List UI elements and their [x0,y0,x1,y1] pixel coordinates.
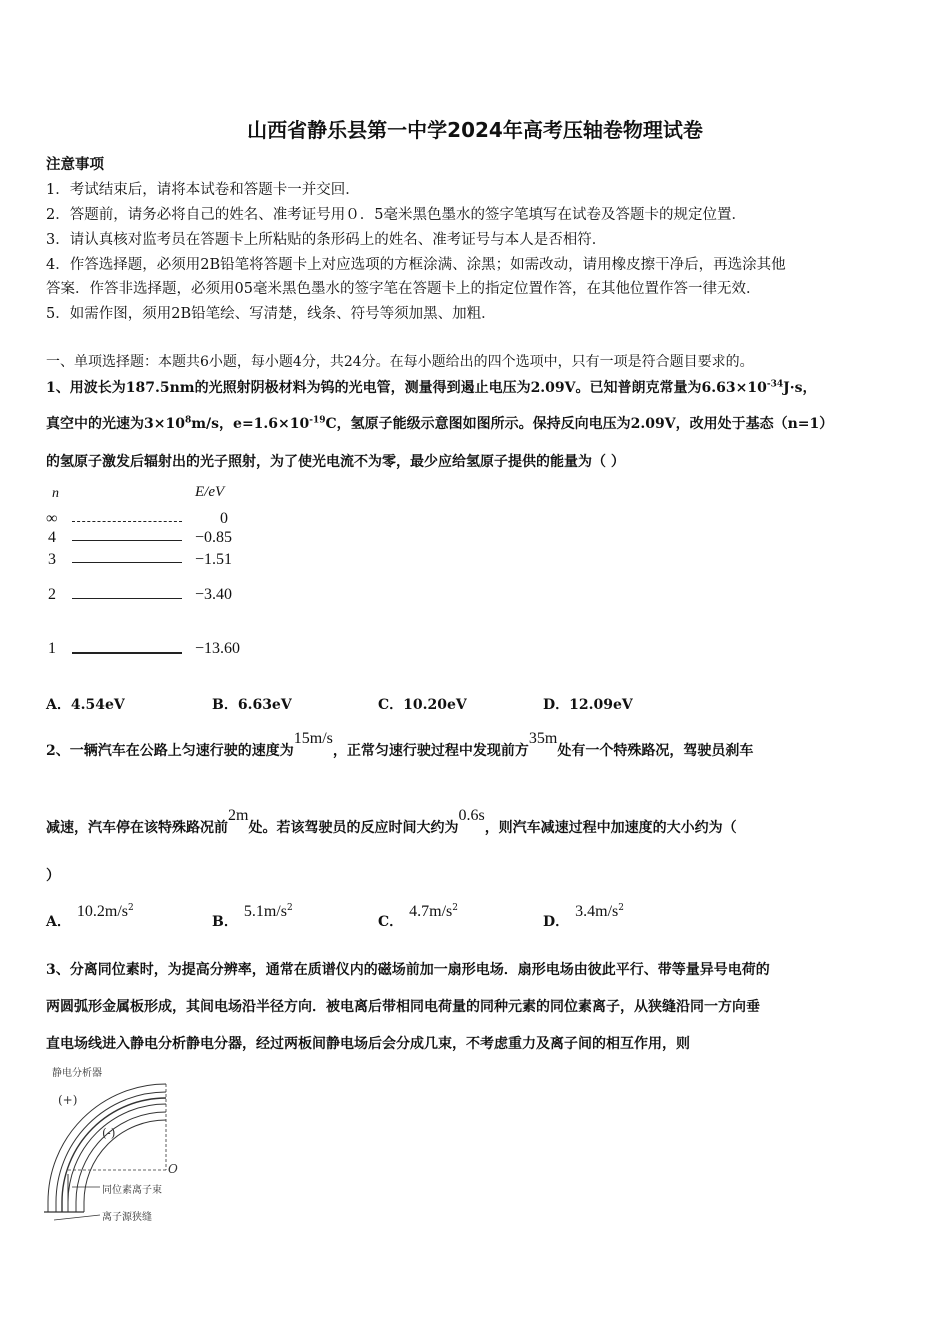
q3-line3: 直电场线进入静电分析静电分器，经过两板间静电场后会分成几束，不考虑重力及离子间的相互作用，则 [46,1036,690,1052]
electrostatic-analyzer-figure [44,1062,194,1232]
q1-line3: 的氢原子激发后辐射出的光子照射，为了使光电流不为零，最少应给氢原子提供的能量为（ ） [46,454,625,470]
energy-level-diagram [40,482,270,667]
energy-axis-label: E/eV [195,484,225,500]
ion-source-slit-label: 离子源狭缝 [102,1212,152,1223]
level-line-3 [72,562,182,563]
q1-option-b: B．6.63eV [212,697,292,713]
analyzer-label: 静电分析器 [52,1068,102,1079]
level-n: 2 [48,586,56,603]
level-n: 1 [48,640,56,657]
q1-line2: 真空中的光速为$3\times 10^8m/s$，$e=1.6\times 10^{-19}C$，氢原子能级示意图如图所示。保持反向电压为2.09V，改用处于基态（n=1） [46,415,834,432]
notice-item: 2．答题前，请务必将自己的姓名、准考证号用０．5毫米黑色墨水的签字笔填写在试卷及答题卡的规定位置． [46,207,746,223]
q2-line1: 2、一辆汽车在公路上匀速行驶的速度为15m/s，正常匀速行驶过程中发现前方35m处有一个特殊路况，驾驶员刹车 [46,730,754,759]
q2-line2: 减速，汽车停在该特殊路况前2m处。若该驾驶员的反应时间大约为0.6s，则汽车减速过程中加速度的大小约为（ [46,807,737,836]
level-line-infinity [72,521,182,522]
q1-option-a: A．4.54eV [46,697,125,713]
level-energy: −13.60 [195,640,241,657]
level-line-4 [72,540,182,541]
level-energy: −0.85 [195,529,233,546]
level-energy: −1.51 [195,551,233,568]
q1-line1: 1、用波长为187.5nm的光照射阴极材料为钨的光电管，测量得到遏止电压为2.09V。已知普朗克常量为$6.63\times 10^{-34}J\cdot s$， [46,379,817,396]
q2-option-c: C．$4.7m/s^2$ [378,903,459,930]
origin-label: O [168,1162,178,1176]
isotope-beam-label: 同位素离子束 [102,1185,162,1196]
q2-line3: ） [46,868,60,884]
n-axis-label: n [52,486,59,501]
q2-option-d: D．$3.4m/s^2$ [543,903,624,930]
notice-item: 答案．作答非选择题，必须用05毫米黑色墨水的签字笔在答题卡上的指定位置作答，在其他位置作答一律无效． [46,281,761,297]
minus-plate-label: (-) [102,1126,116,1140]
level-line-1 [72,652,182,654]
notice-item: 1．考试结束后，请将本试卷和答题卡一并交回． [46,182,360,198]
q2-option-a: A．$10.2m/s^2$ [46,903,134,930]
q1-option-c: C．10.20eV [378,697,467,713]
level-energy: 0 [220,510,228,527]
notice-item: 4．作答选择题，必须用2B铅笔将答题卡上对应选项的方框涂满、涂黑；如需改动，请用橡皮擦干净后，再选涂其他 [46,257,786,273]
notice-item: 3．请认真核对监考员在答题卡上所粘贴的条形码上的姓名、准考证号与本人是否相符． [46,232,607,248]
notice-item: 5．如需作图，须用2B铅笔绘、写清楚，线条、符号等须加黑、加粗． [46,306,496,322]
level-n: ∞ [46,510,58,527]
section-heading: 一、单项选择题：本题共6小题，每小题4分，共24分。在每小题给出的四个选项中，只有一项是符合题目要求的。 [46,354,754,370]
notice-heading: 注意事项 [46,156,104,173]
plus-plate-label: (+) [58,1093,78,1107]
level-n: 3 [48,551,56,568]
q2-option-b: B．$5.1m/s^2$ [212,903,293,930]
level-line-2 [72,598,182,599]
page-title: 山西省静乐县第一中学2024年高考压轴卷物理试卷 [247,118,703,142]
analyzer-diagram [44,1062,194,1232]
q3-line1: 3、分离同位素时，为提高分辨率，通常在质谱仪内的磁场前加一扇形电场．扇形电场由彼此平行、带等量异号电荷的 [46,962,770,978]
level-n: 4 [48,529,56,546]
q1-option-d: D．12.09eV [543,697,633,713]
q3-line2: 两圆弧形金属板形成，其间电场沿半径方向．被电离后带相同电荷量的同种元素的同位素离子，从狭缝沿同一方向垂 [46,999,760,1015]
level-energy: −3.40 [195,586,233,603]
